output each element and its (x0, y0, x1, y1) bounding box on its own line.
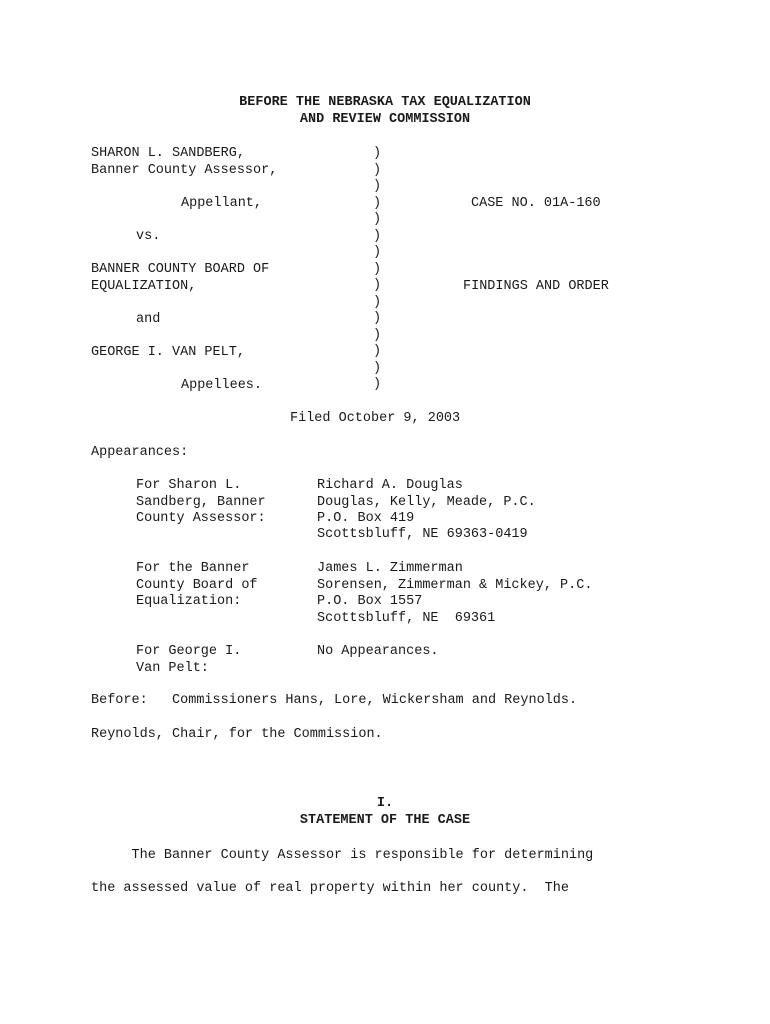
counsel-line: P.O. Box 419 (317, 511, 415, 526)
party-line: Sandberg, Banner (136, 495, 266, 510)
counsel-line: Douglas, Kelly, Meade, P.C. (317, 495, 536, 510)
appellee-1-line-1: BANNER COUNTY BOARD OF (91, 262, 270, 277)
counsel-line: Sorensen, Zimmerman & Mickey, P.C. (317, 578, 593, 593)
counsel-line: No Appearances. (317, 644, 439, 659)
appellant-name: SHARON L. SANDBERG, (91, 146, 245, 161)
document-title: FINDINGS AND ORDER (463, 279, 609, 294)
appellant-role: Appellant, (181, 196, 263, 211)
and-word: and (136, 312, 161, 327)
counsel-line: James L. Zimmerman (317, 561, 463, 576)
versus: vs. (136, 229, 161, 244)
chair-line: Reynolds, Chair, for the Commission. (91, 727, 383, 742)
appellee-2: GEORGE I. VAN PELT, (91, 345, 245, 360)
appellant-title: Banner County Assessor, (91, 163, 278, 178)
counsel-line: Scottsbluff, NE 69363-0419 (317, 527, 528, 542)
body-line: the assessed value of real property within her county. The (91, 881, 569, 896)
body-line: The Banner County Assessor is responsible for determining (91, 848, 594, 863)
header-line-1: BEFORE THE NEBRASKA TAX EQUALIZATION (239, 95, 531, 110)
appellee-1-line-2: EQUALIZATION, (91, 279, 197, 294)
counsel-line: P.O. Box 1557 (317, 594, 423, 609)
party-line: Equalization: (136, 594, 242, 609)
party-line: For Sharon L. (136, 478, 242, 493)
before-line: Before: Commissioners Hans, Lore, Wickersham and Reynolds. (91, 693, 578, 708)
section-number: I. (376, 796, 394, 811)
filed-date: Filed October 9, 2003 (290, 411, 461, 426)
party-line: County Board of (136, 578, 258, 593)
party-line: For George I. (136, 644, 242, 659)
section-title: STATEMENT OF THE CASE (299, 813, 471, 828)
counsel-line: Scottsbluff, NE 69361 (317, 611, 496, 626)
caption-parentheses: ) ) ) ) ) ) ) ) ) ) ) ) ) ) ) (373, 146, 382, 392)
party-line: County Assessor: (136, 511, 266, 526)
appearances-label: Appearances: (91, 445, 189, 460)
counsel-line: Richard A. Douglas (317, 478, 463, 493)
party-line: Van Pelt: (136, 661, 209, 676)
header-line-2: AND REVIEW COMMISSION (299, 112, 471, 127)
case-number: CASE NO. 01A-160 (471, 196, 601, 211)
appellee-role: Appellees. (181, 378, 263, 393)
party-line: For the Banner (136, 561, 250, 576)
